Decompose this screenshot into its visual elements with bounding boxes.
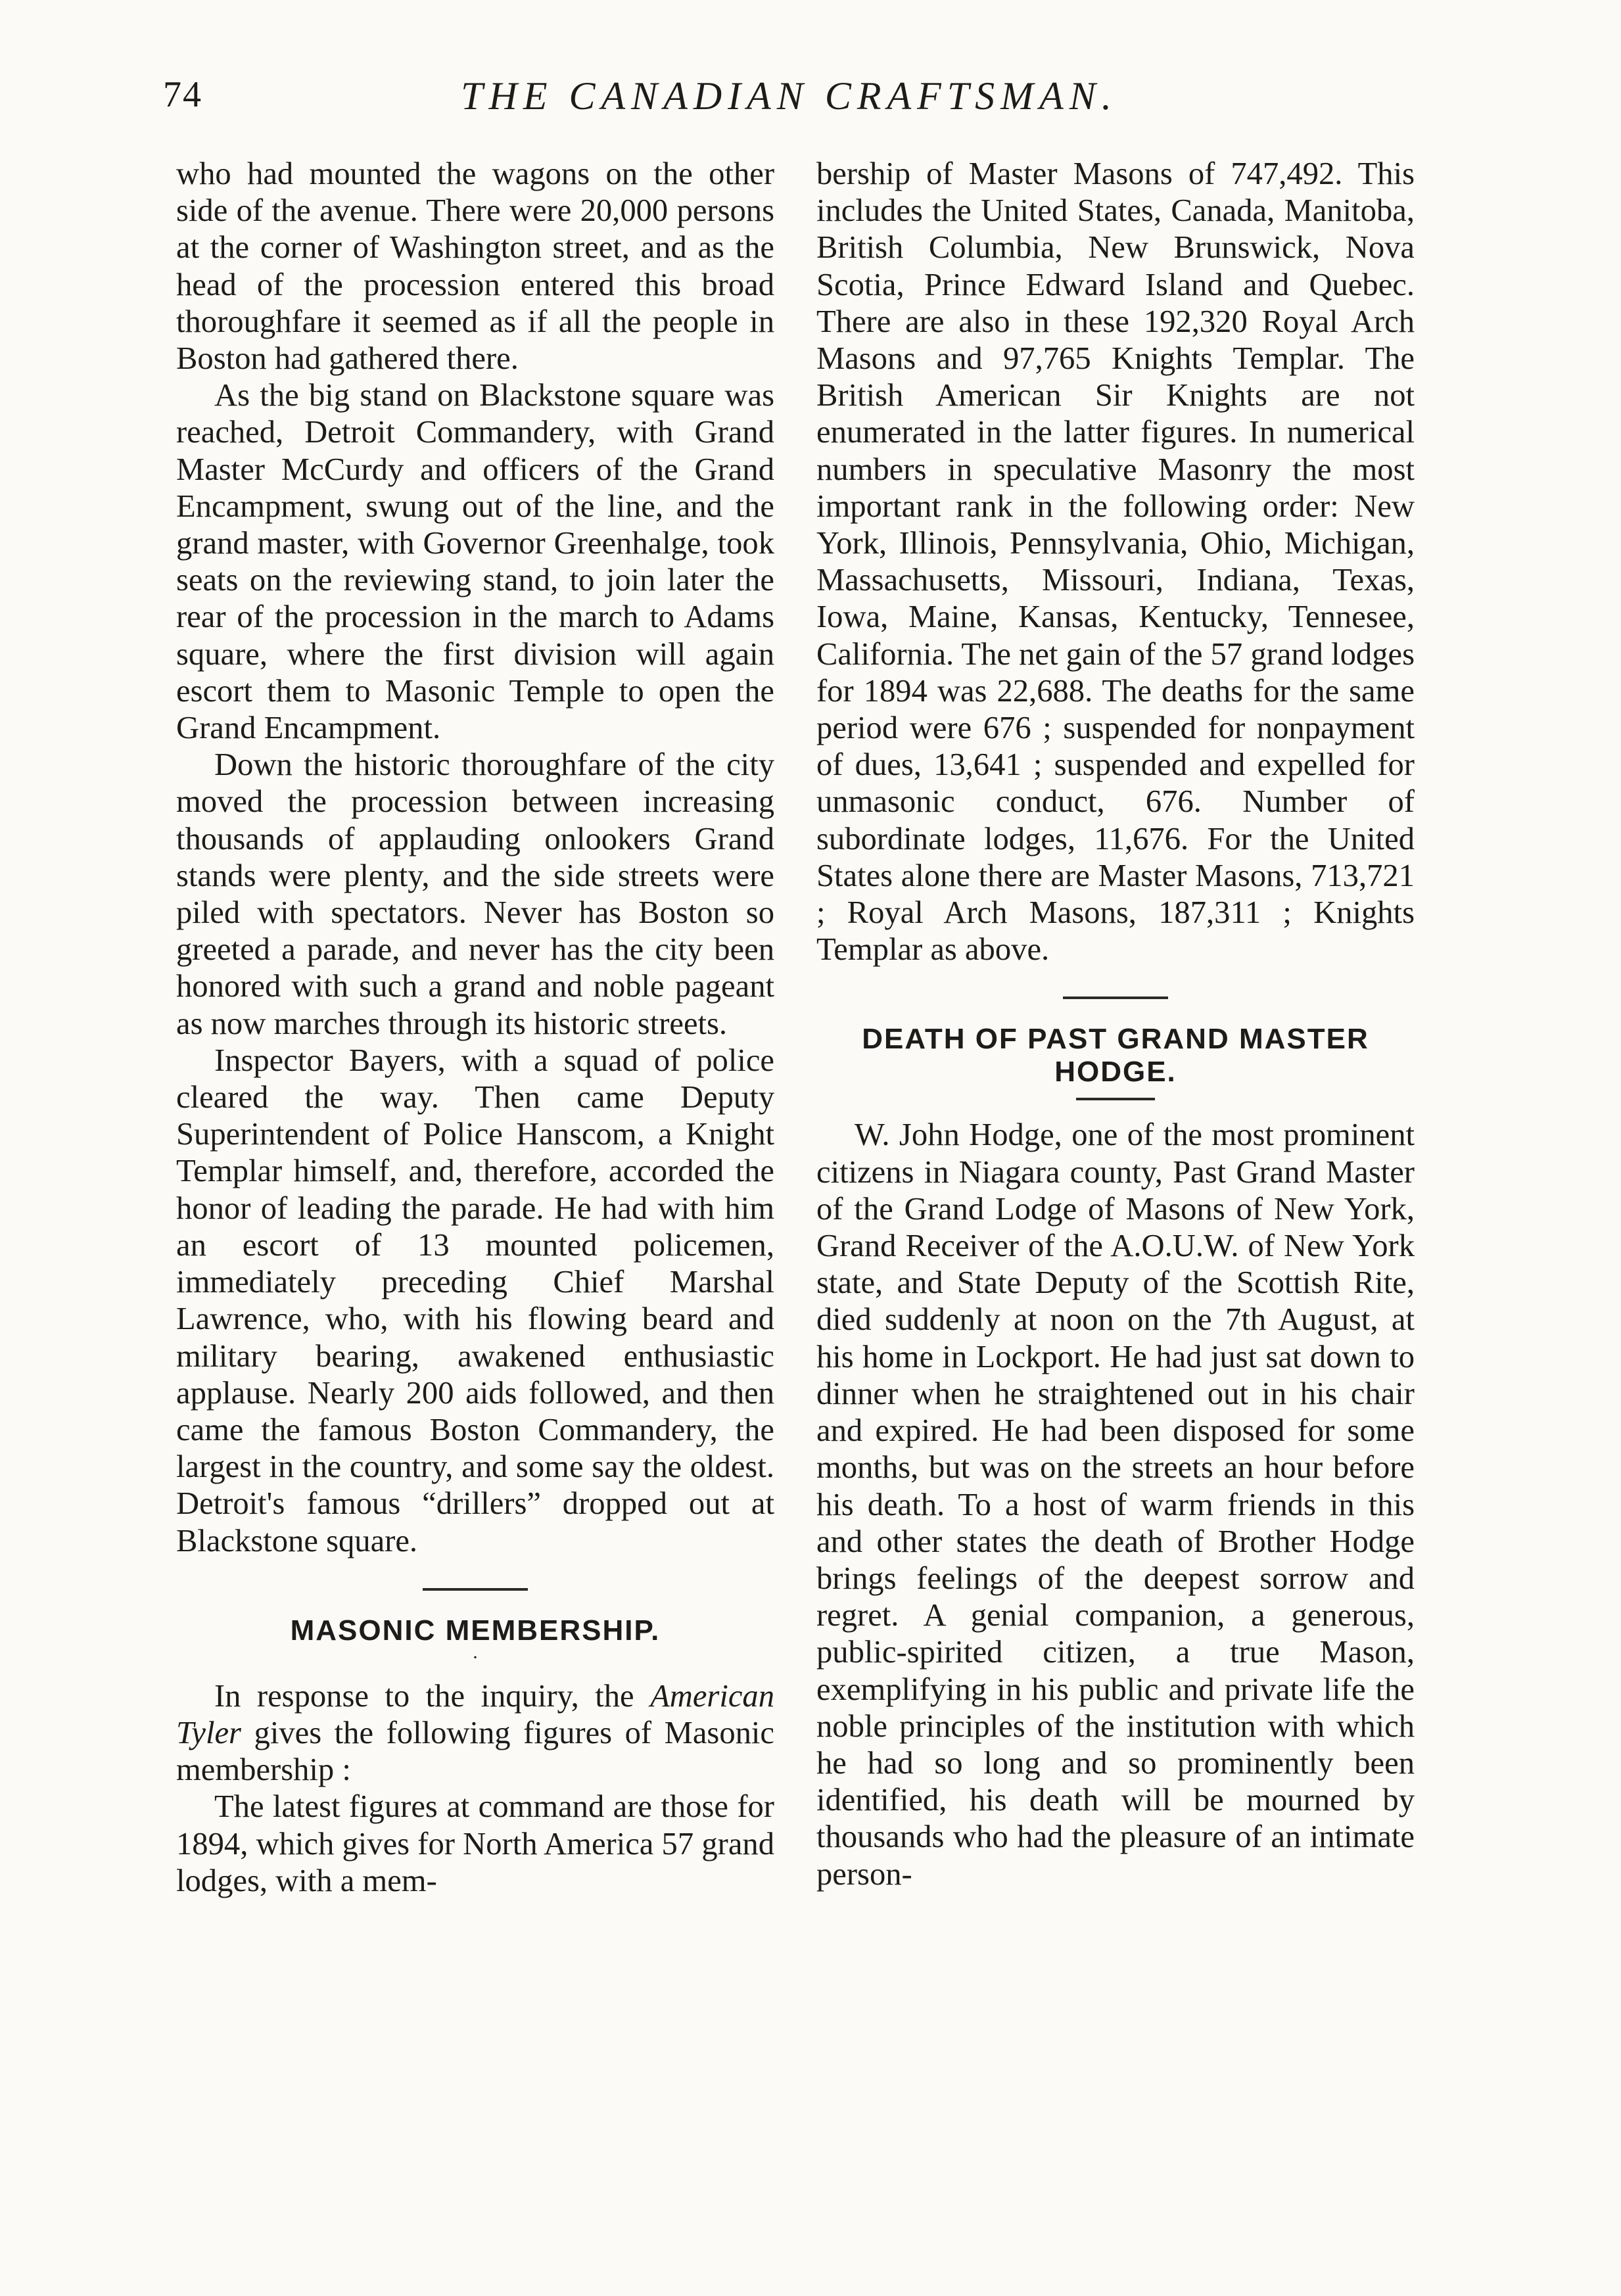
- article-paragraph: who had mounted the wagons on the other side of the avenue. There were 20,000 persons at the corner of Washington street, and as the head of the procession entered this broad thoroughfare it seemed as if all the people in Boston had gathered there.: [176, 156, 774, 377]
- heading-underline: [1076, 1098, 1155, 1100]
- article-paragraph: As the big stand on Blackstone square was reached, Detroit Commandery, with Grand Master McCurdy and officers of the Grand Encampment, swung out of the line, and the grand master, with Governor Greenhalge, took seats on the reviewing stand, to join later the rear of the procession in the march to Adams square, where the first division will again escort them to Masonic Temple to open the Grand Encampment.: [176, 377, 774, 746]
- section-heading-membership: MASONIC MEMBERSHIP.: [290, 1614, 661, 1647]
- paragraph-text: In response to the inquiry, the: [214, 1677, 651, 1714]
- section-heading-hodge: DEATH OF PAST GRAND MASTER HODGE.: [862, 1023, 1369, 1089]
- section-divider: [423, 1588, 528, 1591]
- right-column: [816, 155, 1415, 1892]
- publication-title: American Tyler: [176, 1677, 774, 1750]
- section-divider: [1063, 996, 1168, 999]
- page-number: 74: [163, 74, 202, 115]
- running-title: THE CANADIAN CRAFTSMAN.: [461, 74, 1117, 118]
- paragraph-text: gives the following figures of Masonic membership :: [176, 1714, 774, 1788]
- article-paragraph: The latest figures at command are those for 1894, which gives for North America 57 grand lodges, with a mem-: [176, 1789, 774, 1898]
- left-column: [176, 155, 774, 1899]
- heading-ornament: ·: [472, 1646, 479, 1668]
- article-paragraph: [176, 1677, 774, 1789]
- article-paragraph: W. John Hodge, one of the most prominent citizens in Niagara county, Past Grand Master of the Grand Lodge of Masons of New York, Grand Receiver of the A.O.U.W. of New York state, and State Deputy of the Scottish Rite, died suddenly at noon on the 7th August, at his home in Lockport. He had just sat down to dinner when he straightened out in his chair and expired. He had been disposed for some months, but was on the streets an hour before his death. To a host of warm friends in this and other states the death of Brother Hodge brings feelings of the deepest sorrow and regret. A genial companion, a generous, public-spirited citizen, a true Mason, exemplifying in his public and private life the noble principles of the institution with which he had so long and so prominently been identified, his death will be mourned by thousands who had the pleasure of an intimate person-: [816, 1117, 1415, 1892]
- article-paragraph: bership of Master Masons of 747,492. This includes the United States, Canada, Manitoba, British Columbia, New Brunswick, Nova Scotia, Prince Edward Island and Quebec. There are also in these 192,320 Royal Arch Masons and 97,765 Knights Templar. The British American Sir Knights are not enumerated in the latter figures. In numerical numbers in speculative Masonry the most important rank in the following order: New York, Illinois, Pennsylvania, Ohio, Michigan, Massachusetts, Missouri, Indiana, Texas, Iowa, Maine, Kansas, Kentucky, Tennesee, California. The net gain of the 57 grand lodges for 1894 was 22,688. The deaths for the same period were 676 ; suspended for nonpayment of dues, 13,641 ; suspended and expelled for unmasonic conduct, 676. Number of subordinate lodges, 11,676. For the United States alone there are Master Masons, 713,721 ; Royal Arch Masons, 187,311 ; Knights Templar as above.: [816, 156, 1415, 968]
- article-paragraph: Inspector Bayers, with a squad of police cleared the way. Then came Deputy Superintendent of Police Hanscom, a Knight Templar himself, and, therefore, accorded the honor of leading the parade. He had with him an escort of 13 mounted policemen, immediately preceding Chief Marshal Lawrence, who, with his flowing beard and military bearing, awakened enthusiastic applause. Nearly 200 aids followed, and then came the famous Boston Commandery, the largest in the country, and some say the oldest. Detroit's famous “drillers” dropped out at Blackstone square.: [176, 1042, 774, 1558]
- page-header: [163, 74, 1415, 126]
- article-paragraph: Down the historic thoroughfare of the city moved the procession between increasing thousands of applauding onlookers Grand stands were plenty, and the side streets were piled with spectators. Never has Boston so greeted a parade, and never has the city been honored with such a grand and noble pageant as now marches through its historic streets.: [176, 747, 774, 1041]
